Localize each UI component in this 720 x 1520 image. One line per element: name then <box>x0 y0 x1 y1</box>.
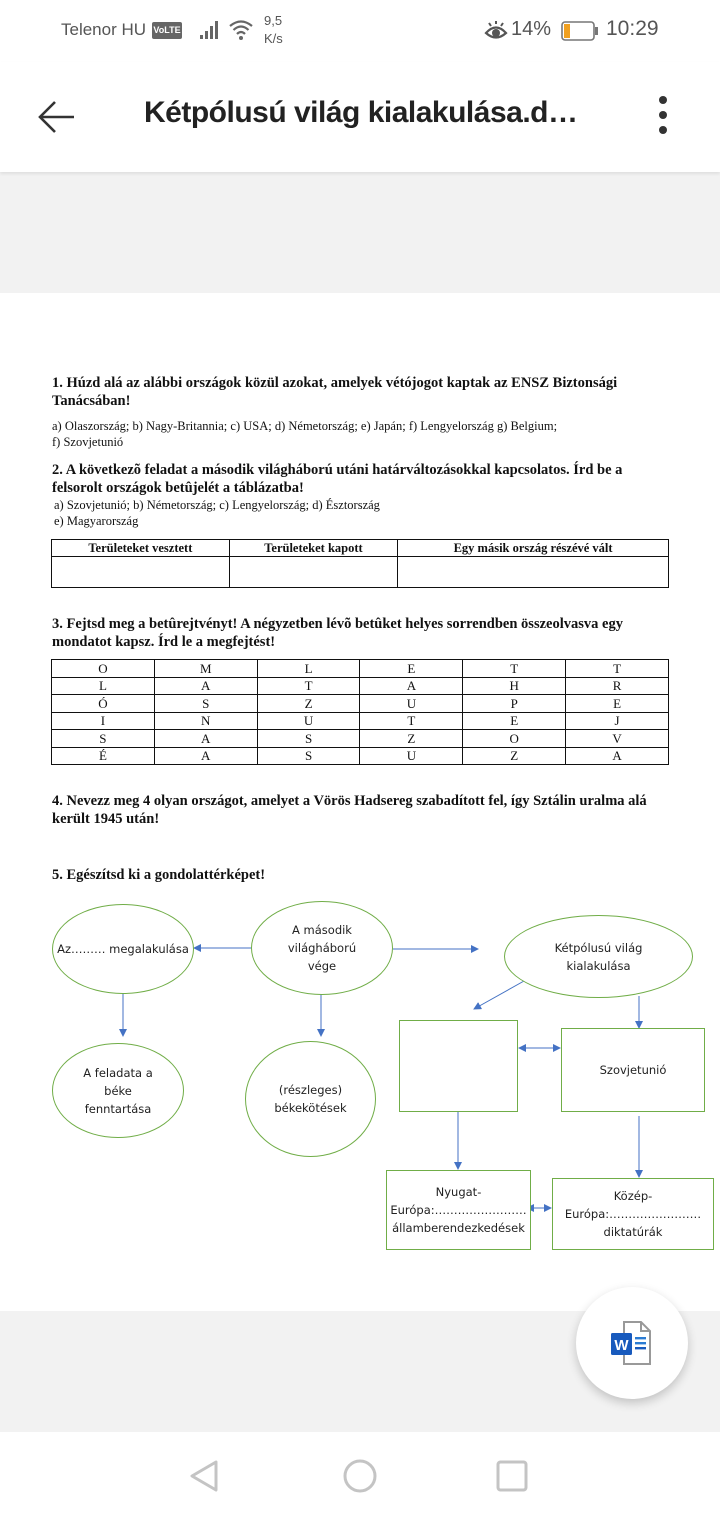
mindmap-node-un-founding: Az……… megalakulása <box>52 904 194 994</box>
question-1-options: a) Olaszország; b) Nagy-Britannia; c) USA; d) Németország; e) Japán; f) Lengyelország g) Belgium; f) Szovjetunió <box>52 419 558 449</box>
table-row <box>52 557 669 588</box>
grid-cell: S <box>257 730 360 748</box>
table-cell <box>229 557 397 588</box>
table-header: Területeket vesztett <box>52 540 230 557</box>
grid-cell: T <box>257 677 360 695</box>
grid-cell: J <box>566 712 669 730</box>
grid-cell: I <box>52 712 155 730</box>
grid-row <box>52 747 669 765</box>
mindmap-node-soviet-union: Szovjetunió <box>561 1028 705 1112</box>
grid-cell: O <box>463 730 566 748</box>
letter-puzzle-grid <box>51 659 669 765</box>
mindmap-node-bipolar-world: Kétpólusú világ kialakulása <box>504 915 693 998</box>
grid-cell: A <box>154 747 257 765</box>
grid-cell: Z <box>360 730 463 748</box>
app-bar <box>0 62 720 172</box>
grid-cell: T <box>566 660 669 678</box>
grid-cell: A <box>154 730 257 748</box>
grid-row <box>52 712 669 730</box>
grid-cell: L <box>257 660 360 678</box>
grid-cell: H <box>463 677 566 695</box>
system-nav-bar <box>0 1432 720 1520</box>
clock: 10:29 <box>606 17 659 40</box>
grid-cell: R <box>566 677 669 695</box>
status-bar <box>0 0 720 62</box>
battery-percent: 14% <box>511 18 552 40</box>
question-3-title: 3. Fejtsd meg a betûrejtvényt! A négyzetben lévõ betûket helyes sorrendben összeolvasva egy mondatot kapsz. Írd le a megfejtést! <box>52 616 623 650</box>
carrier-name: Telenor HU <box>61 20 147 39</box>
wifi-icon <box>228 18 254 42</box>
mindmap-node-blank-box[interactable] <box>399 1020 518 1112</box>
battery-icon <box>561 21 599 41</box>
grid-cell: P <box>463 695 566 713</box>
document-page[interactable] <box>0 293 720 1311</box>
grid-cell: A <box>360 677 463 695</box>
grid-row <box>52 677 669 695</box>
grid-cell: É <box>52 747 155 765</box>
grid-cell: V <box>566 730 669 748</box>
grid-cell: N <box>154 712 257 730</box>
grid-cell: A <box>566 747 669 765</box>
open-in-word-button[interactable] <box>576 1287 688 1399</box>
word-document-icon <box>608 1319 656 1367</box>
grid-cell: E <box>463 712 566 730</box>
grid-cell: Z <box>257 695 360 713</box>
grid-cell: O <box>52 660 155 678</box>
grid-row <box>52 660 669 678</box>
question-5-title: 5. Egészítsd ki a gondolattérképet! <box>52 867 266 883</box>
nav-back-icon[interactable] <box>186 1458 222 1494</box>
nav-recents-icon[interactable] <box>494 1458 530 1494</box>
table-cell <box>398 557 669 588</box>
signal-icon <box>199 20 221 40</box>
grid-cell: Ó <box>52 695 155 713</box>
grid-cell: L <box>52 677 155 695</box>
eye-comfort-icon <box>483 20 509 42</box>
grid-cell: E <box>566 695 669 713</box>
grid-cell: T <box>360 712 463 730</box>
table-cell <box>52 557 230 588</box>
mindmap-node-central-europe: Közép- Európa:…………………… diktatúrák <box>552 1178 714 1250</box>
network-speed: 9,5 K/s <box>264 13 283 46</box>
grid-cell: S <box>257 747 360 765</box>
grid-cell: M <box>154 660 257 678</box>
page-gap-top <box>0 172 720 293</box>
question-2-title: 2. A következõ feladat a második világháború utáni határváltozásokkal kapcsolatos. Írd be a felsorolt országok betûjelét a táblázatba! <box>52 462 623 496</box>
grid-cell: T <box>463 660 566 678</box>
grid-cell: E <box>360 660 463 678</box>
question-4-title: 4. Nevezz meg 4 olyan országot, amelyet a Vörös Hadsereg szabadított fel, így Sztálin uralma alá került 1945 után! <box>52 793 647 827</box>
grid-row <box>52 730 669 748</box>
grid-cell: A <box>154 677 257 695</box>
grid-cell: S <box>52 730 155 748</box>
volte-badge: VoLTE <box>152 22 182 39</box>
grid-cell: U <box>360 747 463 765</box>
border-changes-table <box>51 539 669 588</box>
grid-cell: U <box>360 695 463 713</box>
mindmap-node-ww2-end: A második világháború vége <box>251 901 393 995</box>
question-1-title: 1. Húzd alá az alábbi országok közül azokat, amelyek vétójogot kaptak az ENSZ Biztonsági Tanácsában! <box>52 375 618 409</box>
document-title: Kétpólusú világ kialakulása.d… <box>144 96 578 129</box>
grid-cell: S <box>154 695 257 713</box>
grid-cell: Z <box>463 747 566 765</box>
grid-row <box>52 695 669 713</box>
more-options-icon[interactable] <box>648 92 678 138</box>
table-header: Területeket kapott <box>229 540 397 557</box>
grid-cell: U <box>257 712 360 730</box>
table-header: Egy másik ország részévé vált <box>398 540 669 557</box>
mindmap-node-western-europe: Nyugat- Európa:…………………… államberendezkedések <box>386 1170 531 1250</box>
mindmap-node-un-task: A feladata a béke fenntartása <box>52 1043 184 1138</box>
question-2-options: a) Szovjetunió; b) Németország; c) Lengyelország; d) Észtország e) Magyarország <box>54 498 380 528</box>
nav-home-icon[interactable] <box>342 1458 378 1494</box>
back-arrow-icon[interactable] <box>30 92 80 142</box>
svg-text:W: W <box>614 1337 629 1354</box>
mindmap-node-peace-treaties: (részleges) békekötések <box>245 1041 376 1157</box>
